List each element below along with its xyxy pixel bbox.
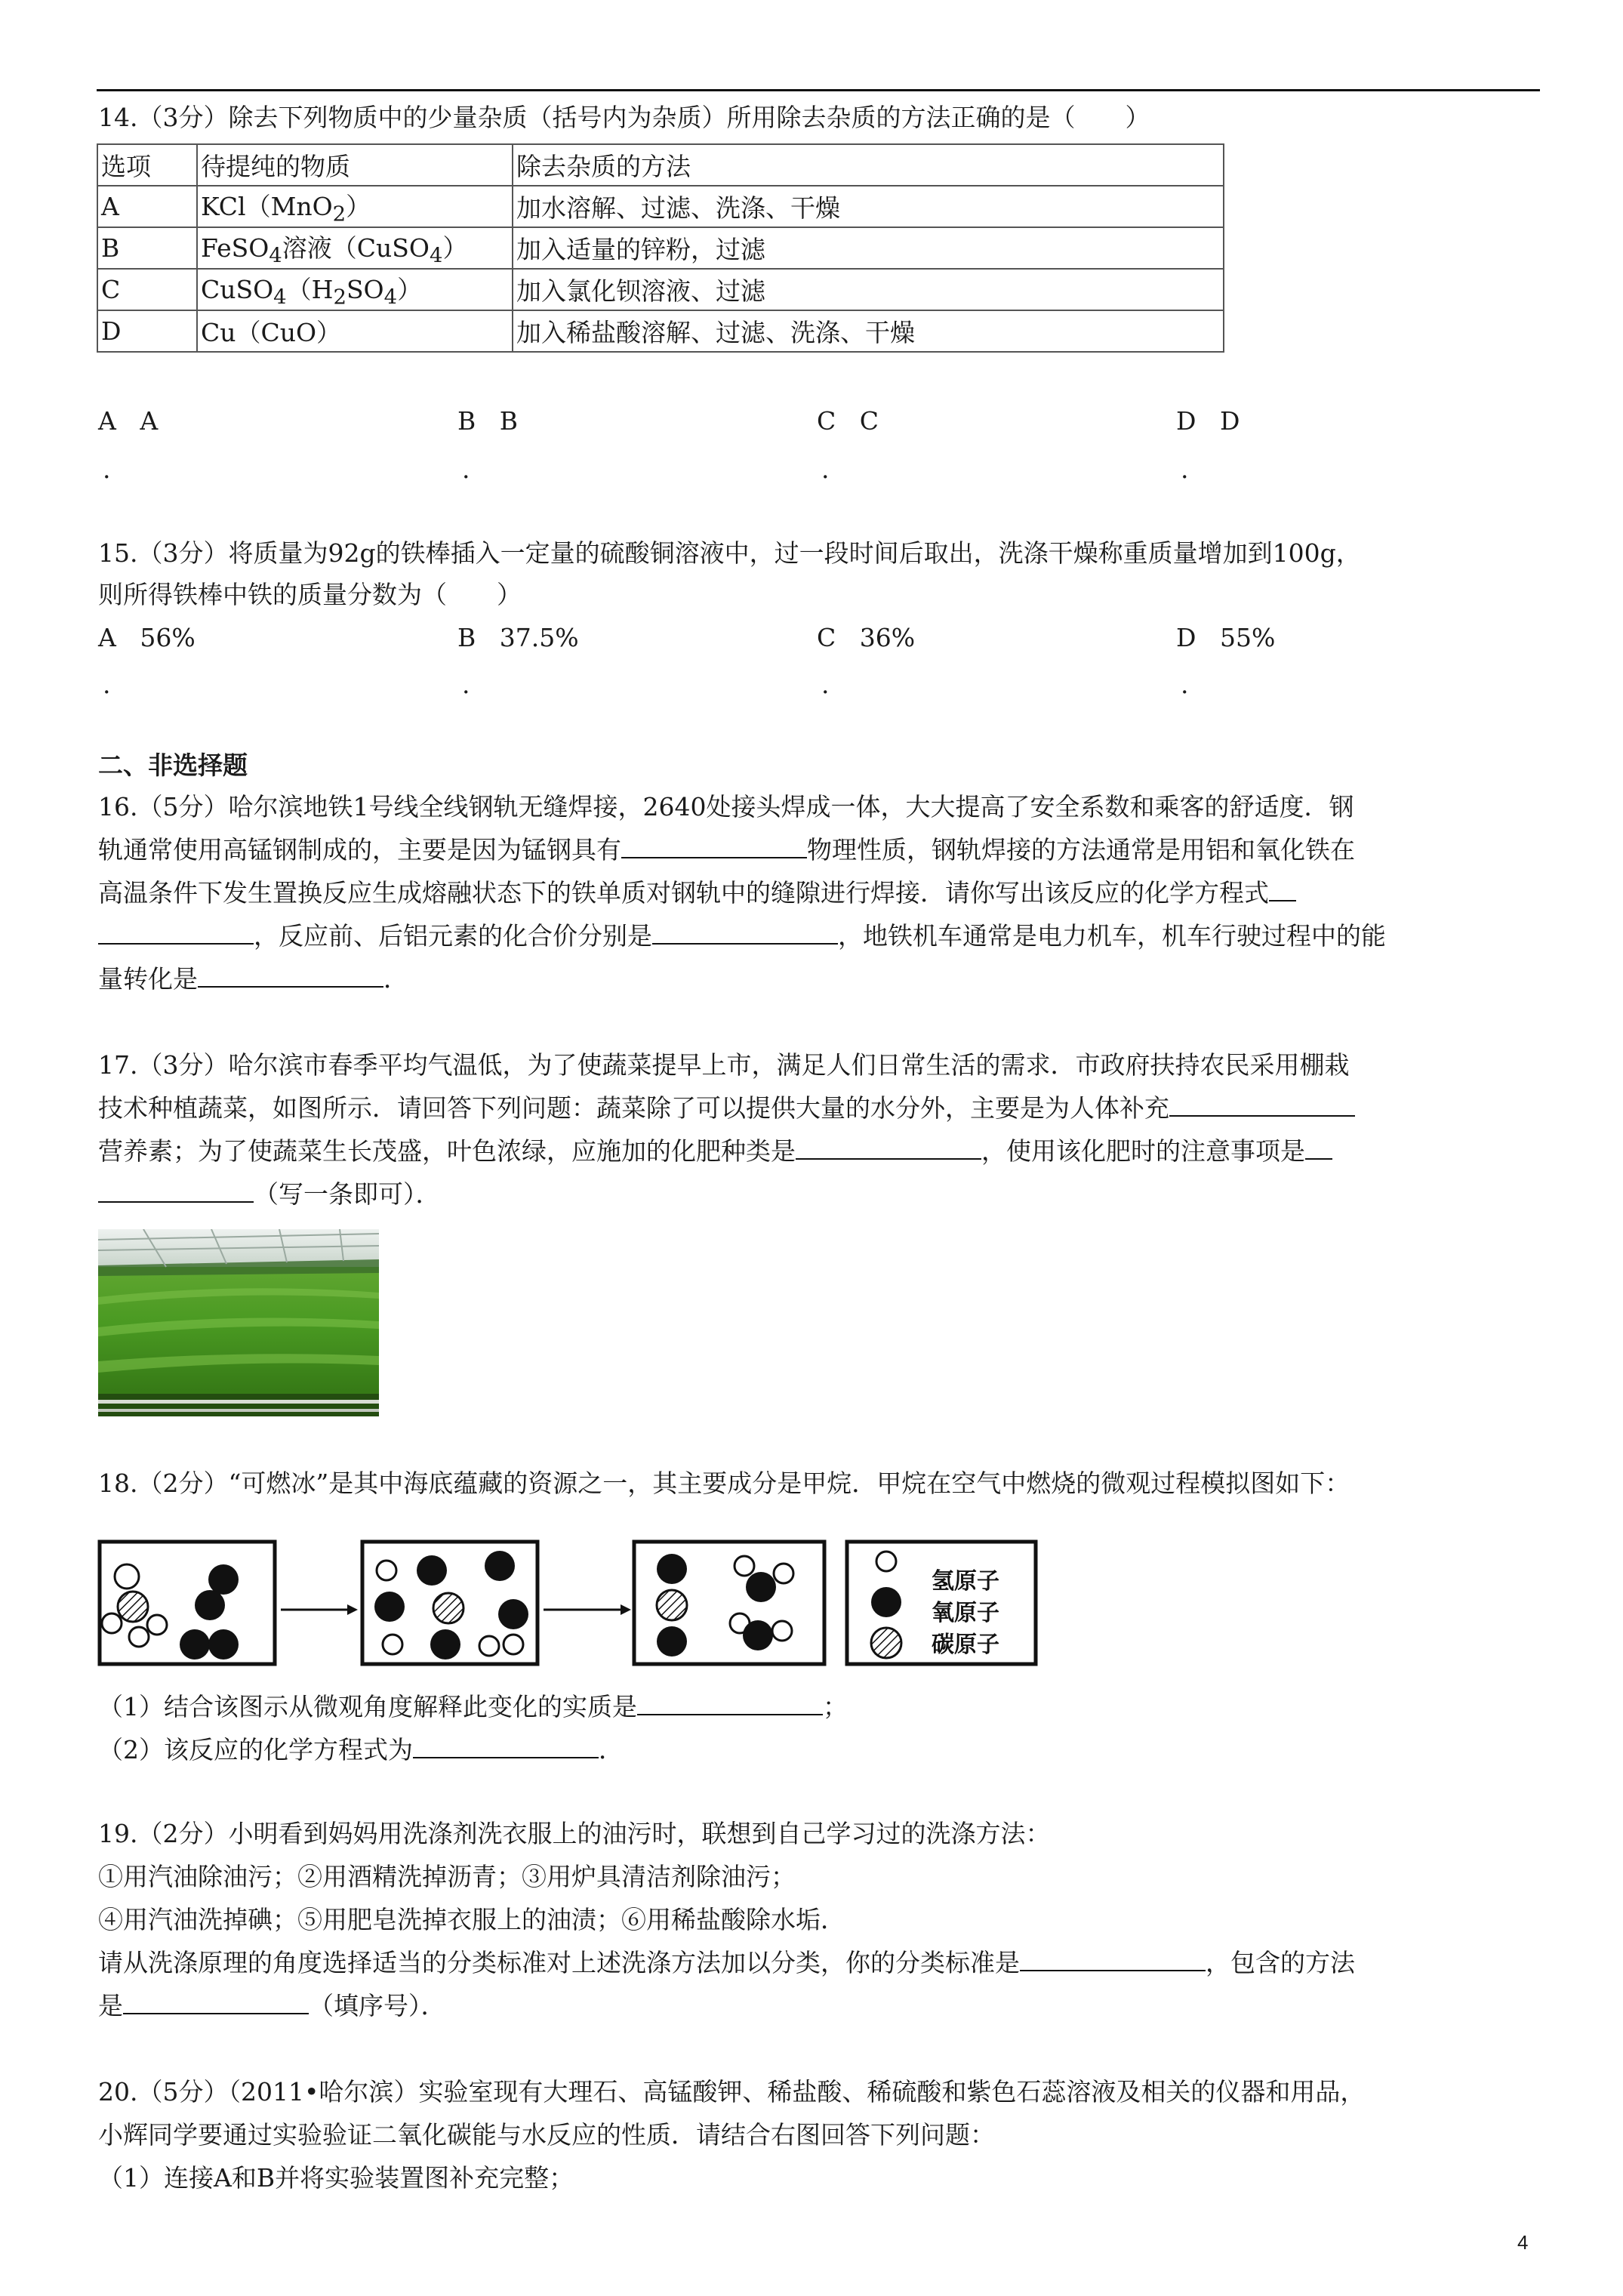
q16-line-4: ，反应前、后铝元素的化合价分别是 ，地铁机车通常是电力机车，机车行驶过程中的能 <box>98 919 1386 954</box>
legend-carbon: 碳原子 <box>932 1632 999 1658</box>
q18-sub-1: （1）结合该图示从微观角度解释此变化的实质是 ； <box>98 1692 848 1721</box>
q17-line-1: 17.（3分）哈尔滨市春季平均气温低，为了使蔬菜提早上市，满足人们日常生活的需求．市政府扶持农民采用棚栽 <box>98 1050 1350 1080</box>
table-header-method: 除去杂质的方法 <box>513 144 1224 186</box>
q20-line-2: 小辉同学要通过实验验证二氧化碳能与水反应的性质．请结合右图回答下列问题： <box>98 2120 995 2150</box>
carbon-atom-icon <box>871 1628 901 1658</box>
q15-choice-a[interactable]: A 56% <box>98 623 196 652</box>
table-cell-substance: $CuSO_4(H_2SO_4)$ <box>197 269 513 310</box>
answer-blank[interactable] <box>98 1179 254 1203</box>
table-cell-option: C <box>97 269 197 310</box>
answer-blank[interactable] <box>796 1136 981 1160</box>
answer-blank[interactable] <box>637 1691 823 1715</box>
table-cell-substance: Cu（CuO） <box>197 310 513 352</box>
answer-blank[interactable] <box>1169 1093 1355 1117</box>
q15-choice-c[interactable]: C 36% <box>817 623 916 652</box>
answer-blank[interactable] <box>98 920 254 945</box>
answer-blank[interactable] <box>123 1990 309 2014</box>
table-row <box>97 227 1224 269</box>
q19-line-2: ①用汽油除油污；②用酒精洗掉沥青；③用炉具清洁剂除油污； <box>98 1862 796 1891</box>
table-header-row <box>97 144 1224 186</box>
q15-stem-line-1: 15.（3分）将质量为92g的铁棒插入一定量的硫酸铜溶液中，过一段时间后取出，洗涤干燥称重质量增加到100g， <box>98 538 1361 568</box>
page-number: 4 <box>1517 2231 1529 2254</box>
q20-line-1: 20.（5分）（2011•哈尔滨）实验室现有大理石、高锰酸钾、稀盐酸、稀硫酸和紫色石蕊溶液及相关的仪器和用品， <box>98 2077 1366 2106</box>
legend-hydrogen: 氢原子 <box>932 1568 999 1595</box>
q17-line-4: （写一条即可）． <box>98 1177 441 1212</box>
q20-line-3: （1）连接A和B并将实验装置图补充完整； <box>98 2163 574 2193</box>
table-cell-method: 加入稀盐酸溶解、过滤、洗涤、干燥 <box>513 310 1224 352</box>
greenhouse-photo <box>98 1229 379 1416</box>
q14-choice-a[interactable]: A A <box>98 406 159 436</box>
q17-line-3: 营养素；为了使蔬菜生长茂盛，叶色浓绿，应施加的化肥种类是 ，使用该化肥时的注意事项是 <box>98 1134 1332 1169</box>
choice-dot: . <box>821 455 830 484</box>
choice-dot: . <box>1181 670 1189 699</box>
table-cell-method: 加入氯化钡溶液、过滤 <box>513 269 1224 310</box>
choice-dot: . <box>103 670 111 699</box>
q17-line-2: 技术种植蔬菜，如图所示．请回答下列问题：蔬菜除了可以提供大量的水分外，主要是为人体补充 <box>98 1091 1355 1126</box>
table-cell-method: 加水溶解、过滤、洗涤、干燥 <box>513 186 1224 227</box>
table-row <box>97 269 1224 310</box>
q15-choice-d[interactable]: D 55% <box>1176 623 1276 652</box>
oxygen-atom-icon <box>871 1587 901 1617</box>
table-row <box>97 310 1224 352</box>
choice-dot: . <box>462 455 470 484</box>
q16-line-5: 量转化是 ． <box>98 964 408 994</box>
methane-combustion-diagram <box>97 1539 1048 1673</box>
answer-blank[interactable] <box>413 1734 599 1758</box>
table-cell-option: D <box>97 310 197 352</box>
table-cell-option: B <box>97 227 197 269</box>
table-header-option: 选项 <box>97 144 197 186</box>
q18-stem: 18.（2分）“可燃冰”是其中海底蕴藏的资源之一，其主要成分是甲烷．甲烷在空气中燃烧的微观过程模拟图如下： <box>98 1469 1350 1498</box>
table-cell-substance: KCl（MnO$_2$） <box>197 186 513 227</box>
choice-dot: . <box>462 670 470 699</box>
q14-choice-d[interactable]: D D <box>1176 406 1240 436</box>
q19-line-1: 19.（2分）小明看到妈妈用洗涤剂洗衣服上的油污时，联想到自己学习过的洗涤方法： <box>98 1819 1051 1848</box>
q18-sub-2: （2）该反应的化学方程式为 ． <box>98 1735 624 1764</box>
hydrogen-atom-icon <box>876 1552 896 1571</box>
table-header-substance: 待提纯的物质 <box>197 144 513 186</box>
table-cell-method: 加入适量的锌粉，过滤 <box>513 227 1224 269</box>
q14-choice-b[interactable]: B B <box>457 406 519 436</box>
table-row <box>97 186 1224 227</box>
choice-dot: . <box>103 455 111 484</box>
table-cell-option: A <box>97 186 197 227</box>
q16-line-3: 高温条件下发生置换反应生成熔融状态下的铁单质对钢轨中的缝隙进行焊接．请你写出该反应的化学方程式 <box>98 876 1296 911</box>
q14-table <box>97 143 1224 353</box>
q19-line-5: 是 （填序号）． <box>98 1991 446 2020</box>
answer-blank[interactable] <box>198 963 383 988</box>
q19-line-3: ④用汽油洗掉碘；⑤用肥皂洗掉衣服上的油渍；⑥用稀盐酸除水垢． <box>98 1905 845 1934</box>
q15-choice-b[interactable]: B 37.5% <box>457 623 579 652</box>
answer-blank[interactable] <box>1305 1136 1332 1160</box>
top-rule <box>97 89 1540 91</box>
legend-oxygen: 氧原子 <box>932 1600 999 1626</box>
answer-blank[interactable] <box>621 834 807 858</box>
q16-line-1: 16.（5分）哈尔滨地铁1号线全线钢轨无缝焊接，2640处接头焊成一体，大大提高了安全系数和乘客的舒适度．钢 <box>98 792 1354 821</box>
q14-choice-c[interactable]: C C <box>817 406 879 436</box>
answer-blank[interactable] <box>1020 1947 1206 1971</box>
q15-stem-line-2: 则所得铁棒中铁的质量分数为（ ） <box>98 580 522 609</box>
answer-blank[interactable] <box>1269 877 1296 901</box>
choice-dot: . <box>821 670 830 699</box>
answer-blank[interactable] <box>652 920 838 945</box>
q14-stem: 14.（3分）除去下列物质中的少量杂质（括号内为杂质）所用除去杂质的方法正确的是（ ） <box>98 103 1150 132</box>
q16-line-2: 轨通常使用高锰钢制成的，主要是因为锰钢具有 物理性质，钢轨焊接的方法通常是用铝和氧化铁在 <box>98 835 1355 864</box>
q19-line-4: 请从洗涤原理的角度选择适当的分类标准对上述洗涤方法加以分类，你的分类标准是 ，包含的方法 <box>98 1948 1355 1977</box>
table-cell-substance: FeSO$_4$溶液（CuSO$_4$） <box>197 227 513 269</box>
section-title: 二、非选择题 <box>98 750 248 780</box>
choice-dot: . <box>1181 455 1189 484</box>
